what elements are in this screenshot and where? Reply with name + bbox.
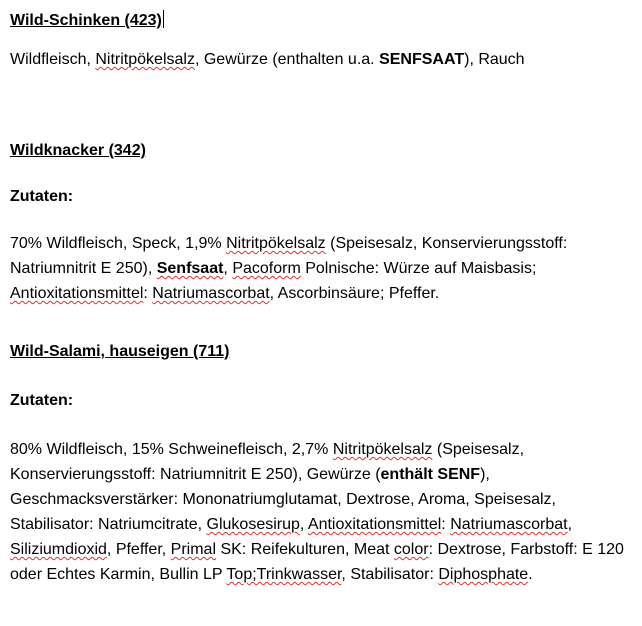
zutaten-label-wildknacker <box>10 184 636 209</box>
ingredient-segment: Nitritpökelsalz <box>95 51 195 68</box>
ingredient-segment: 80% Wildfleisch, 15% Schweinefleisch, 2,7% <box>10 441 333 458</box>
ingredient-segment: , Stabilisator: <box>341 566 439 583</box>
ingredient-segment: Senfsaat <box>156 260 224 277</box>
ingredient-segment: color <box>393 541 429 558</box>
ingredient-segment: enthält SENF <box>380 466 481 483</box>
ingredient-segment: Natriumascorbat <box>152 285 270 302</box>
ingredients-text <box>10 47 636 72</box>
ingredients-text <box>10 231 636 306</box>
product-wildknacker <box>10 138 636 163</box>
product-title: Wild-Salami, hauseigen (711) <box>10 343 230 360</box>
product-wild-salami <box>10 339 636 364</box>
ingredient-segment: (Speisesalz, Konservierungsstoff: Natriumnitrit E 250), <box>10 235 568 277</box>
ingredient-segment: Siliziumdioxid <box>10 541 107 558</box>
ingredient-segment: ), Geschmacksverstärker: Mononatriumglutamat, Dextrose, Aroma, Speisesalz, Stabilisator: Natriumcitrate, <box>10 466 556 533</box>
zutaten-label: Zutaten: <box>10 392 74 409</box>
ingredient-segment: , <box>299 516 308 533</box>
ingredient-segment: , Pfeffer, <box>106 541 171 558</box>
ingredient-segment: Antioxitationsmittel <box>10 285 144 302</box>
ingredient-segment: Antioxitationsmittel <box>307 516 442 533</box>
ingredient-segment: SENFSAAT <box>379 51 465 68</box>
product-wild-schinken <box>10 8 636 33</box>
ingredient-segment: Glukosesirup <box>206 516 300 533</box>
ingredient-segment: : <box>441 516 451 533</box>
ingredient-segment: Wildfleisch, <box>10 51 96 68</box>
ingredient-segment: , Ascorbinsäure; Pfeffer. <box>269 285 440 302</box>
ingredient-segment: Nitritpökelsalz <box>332 441 433 458</box>
ingredients-text <box>10 437 636 587</box>
ingredient-segment: Pacoform <box>232 260 301 277</box>
zutaten-label-wild-salami <box>10 388 636 413</box>
product-title: Wildknacker (342) <box>10 142 146 159</box>
zutaten-label: Zutaten: <box>10 188 74 205</box>
product-title: Wild-Schinken (423) <box>10 12 162 29</box>
ingredient-segment: (Speisesalz, Konservierungsstoff: Natriumnitrit E 250), Gewürze ( <box>10 441 525 483</box>
ingredient-segment: . <box>528 566 533 583</box>
ingredient-segment: , <box>567 516 573 533</box>
ingredients-wildknacker <box>10 231 636 306</box>
text-cursor <box>163 10 164 28</box>
ingredient-segment: Top;Trinkwasser <box>226 566 342 583</box>
ingredient-segment: : <box>143 285 153 302</box>
ingredient-segment: , <box>223 260 233 277</box>
ingredient-segment: Diphosphate <box>438 566 529 583</box>
ingredient-segment: SK: Reifekulturen, Meat <box>216 541 394 558</box>
ingredients-wild-salami <box>10 437 636 587</box>
ingredient-segment: : Dextrose, Farbstoff: E 120 oder Echtes Karmin, Bullin LP <box>10 541 624 583</box>
ingredient-segment: 70% Wildfleisch, Speck, 1,9% <box>10 235 227 252</box>
ingredient-segment: , Gewürze (enthalten u.a. <box>194 51 380 68</box>
ingredient-segment: Polnische: Würze auf Maisbasis; <box>300 260 537 277</box>
ingredient-segment: Primal <box>170 541 217 558</box>
ingredients-wild-schinken <box>10 47 636 72</box>
ingredient-segment: Nitritpökelsalz <box>226 235 326 252</box>
ingredient-segment: Natriumascorbat <box>450 516 568 533</box>
ingredient-segment: ), Rauch <box>464 51 525 68</box>
